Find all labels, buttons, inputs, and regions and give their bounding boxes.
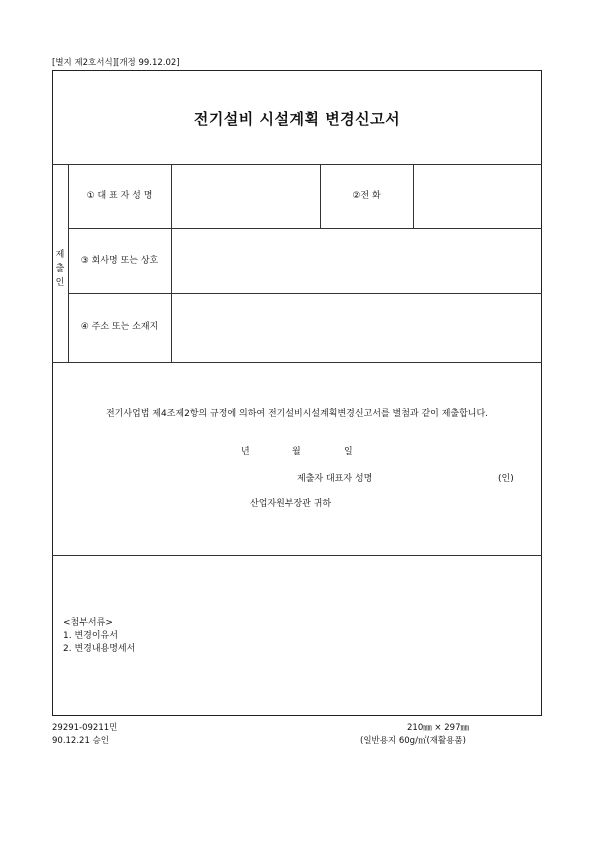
- form-title: 전기설비 시설계획 변경신고서: [193, 110, 401, 128]
- footer-approval: 90.12.21 승인: [52, 736, 109, 746]
- footer-paper-spec: (일반용지 60g/㎡(재활용품): [360, 736, 466, 746]
- attachments-heading: <첨부서류>: [63, 618, 113, 628]
- applicant-label-char-2: 출: [55, 264, 65, 274]
- date-month-label: 월: [292, 447, 301, 457]
- company-name-value[interactable]: [172, 229, 541, 292]
- declaration-bottom-border: [52, 555, 542, 556]
- form-header: [별지 제2호서식][개정 99.12.02]: [52, 58, 180, 68]
- company-name-label: ③ 회사명 또는 상호: [80, 256, 159, 266]
- seal-label: (인): [498, 474, 514, 484]
- applicant-label-char-1: 제: [55, 250, 65, 260]
- table-bottom-border: [52, 362, 542, 363]
- addressee: 산업자원부장관 귀하: [250, 499, 332, 509]
- footer-paper-size: 210㎜ × 297㎜: [407, 723, 469, 733]
- applicant-section-label: [52, 248, 68, 290]
- address-value[interactable]: [172, 294, 541, 361]
- phone-label: ②전 화: [352, 191, 381, 201]
- date-year-label: 년: [241, 447, 250, 457]
- address-label: ④ 주소 또는 소재지: [80, 322, 159, 332]
- attachment-item: 1. 변경이유서: [63, 631, 118, 641]
- phone-value[interactable]: [414, 165, 541, 227]
- date-day-label: 일: [344, 447, 353, 457]
- attachment-item: 2. 변경내용명세서: [63, 644, 136, 654]
- submitter-label: 제출자 대표자 성명: [297, 474, 373, 484]
- applicant-label-char-3: 인: [55, 278, 65, 288]
- footer-doc-number: 29291-09211민: [52, 723, 118, 733]
- declaration-text: 전기사업법 제4조제2항의 규정에 의하여 전기설비시설계획변경신고서를 별첨과 같이 제출합니다.: [105, 409, 489, 419]
- representative-name-label: ① 대 표 자 성 명: [86, 191, 153, 201]
- representative-name-value[interactable]: [172, 165, 319, 227]
